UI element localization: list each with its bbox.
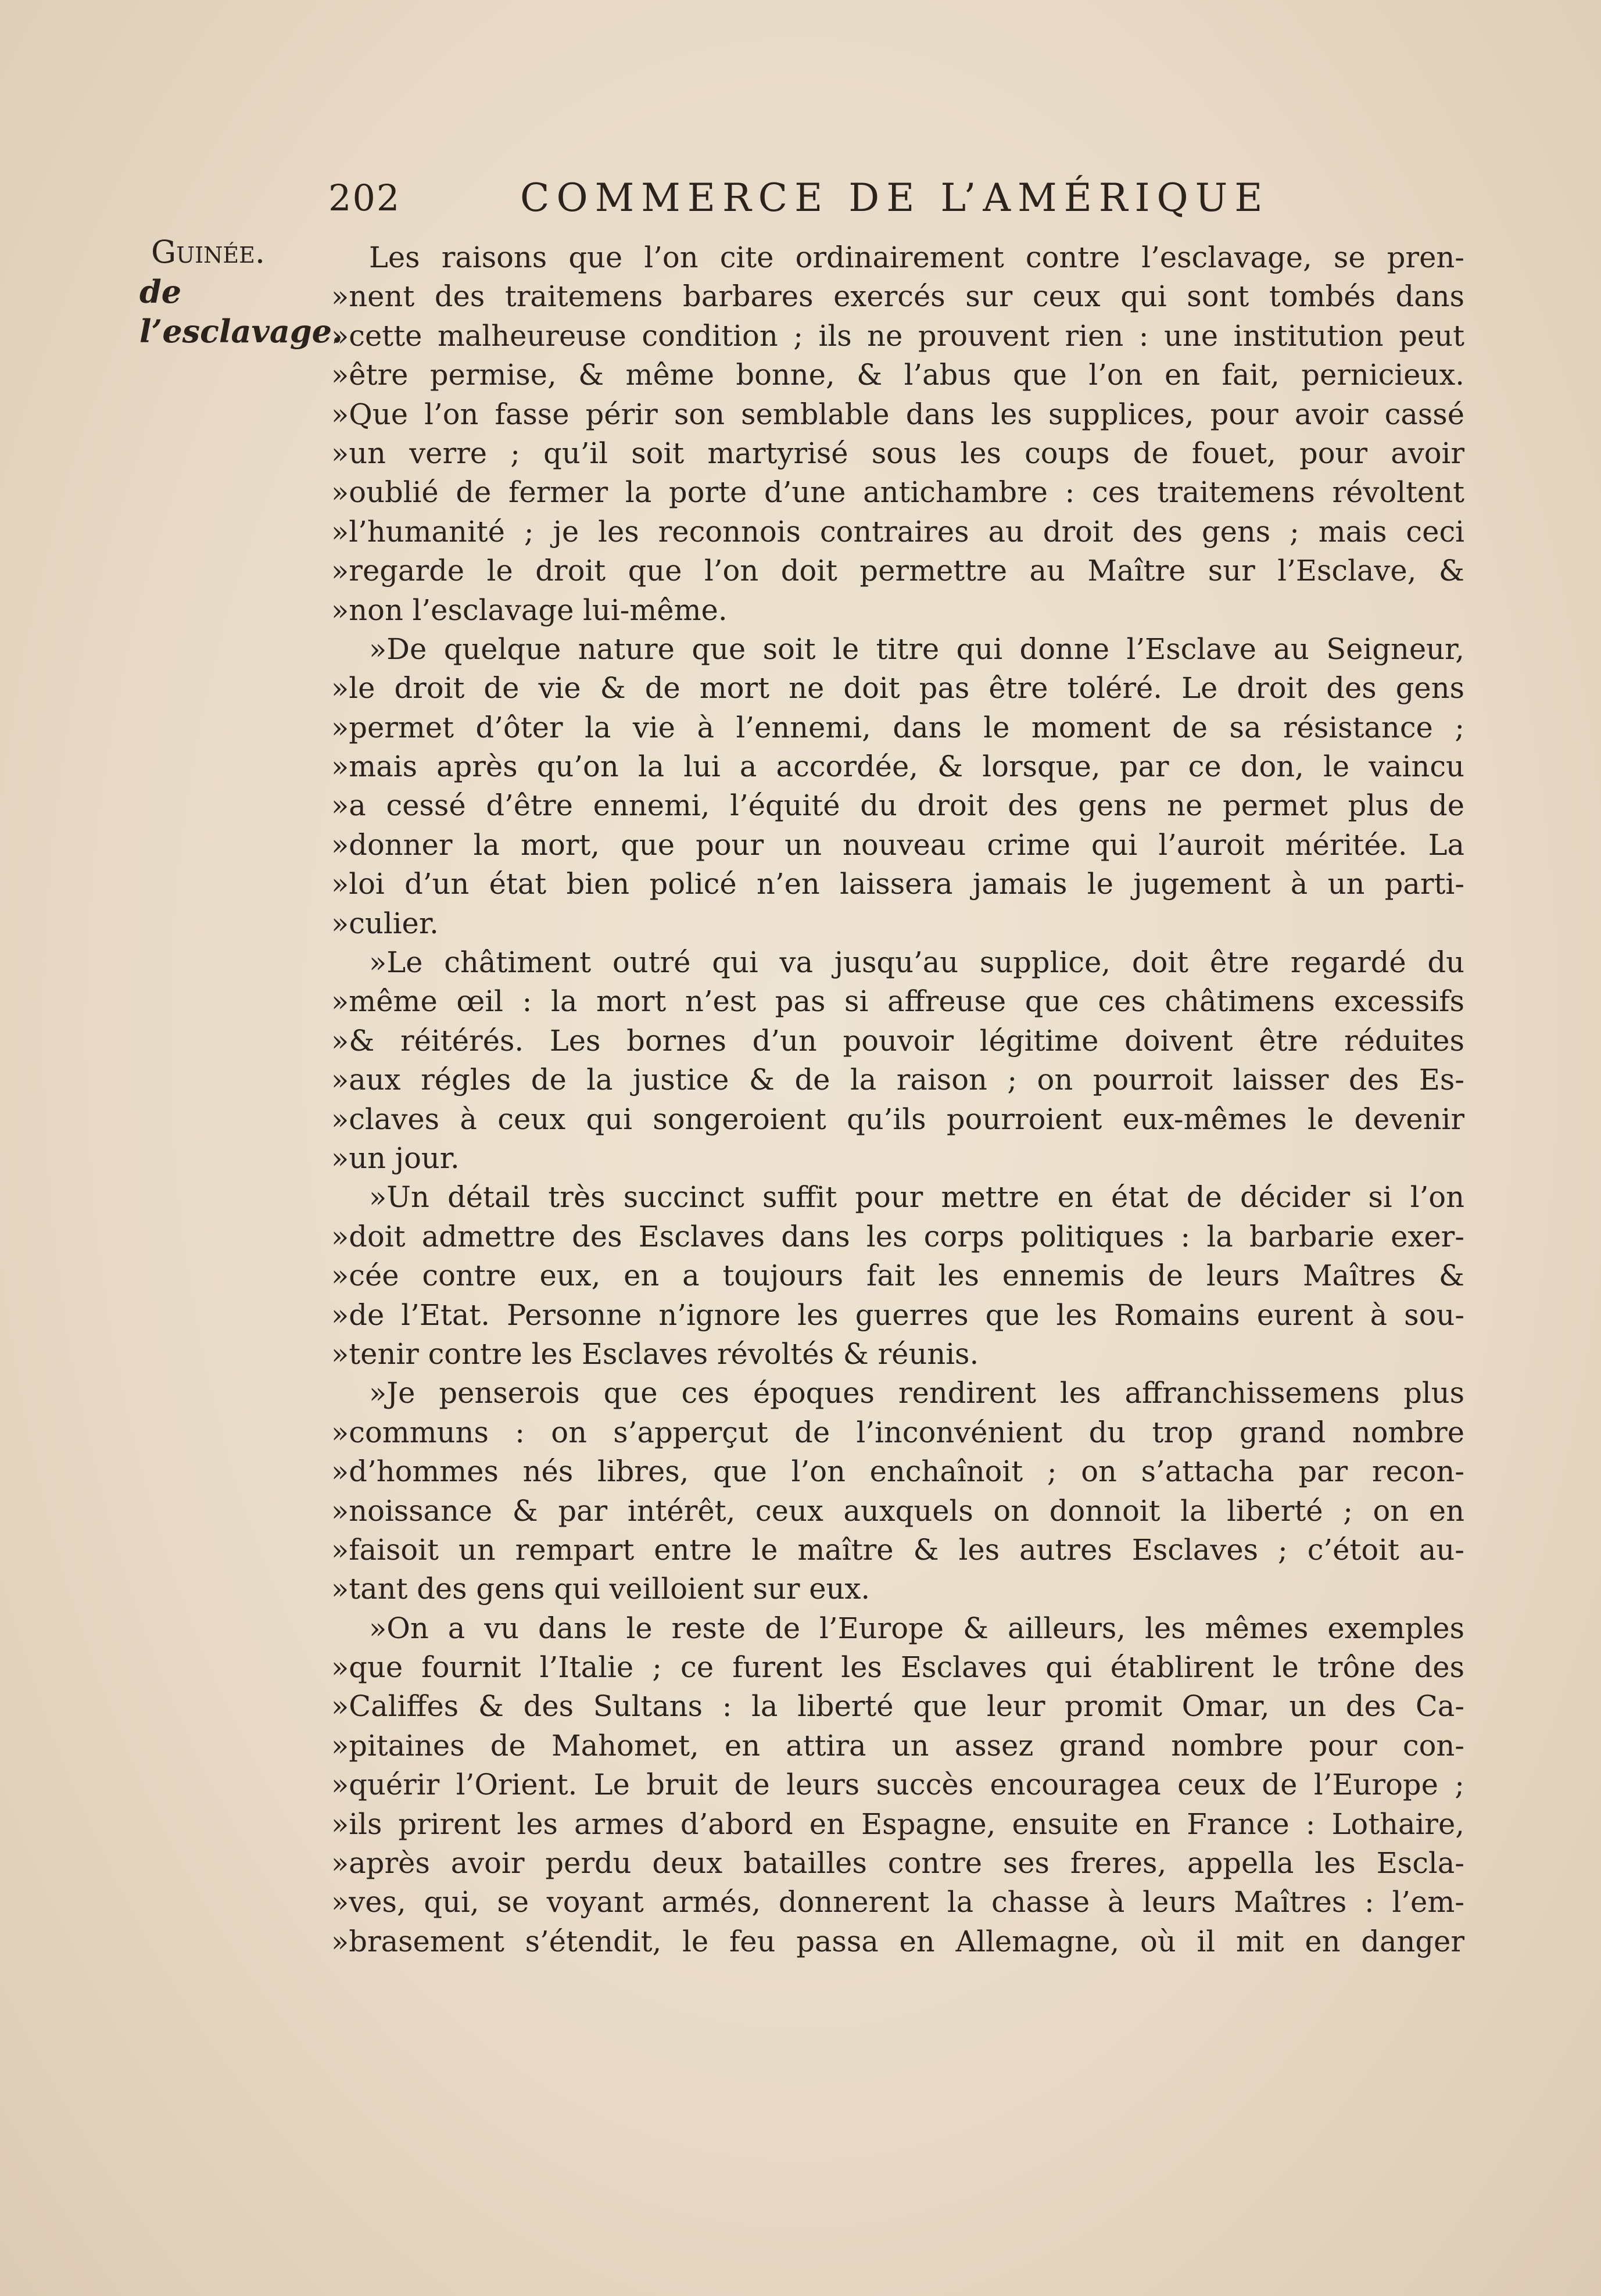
margin-note-region: Guinée. bbox=[151, 234, 266, 270]
text-line: »le droit de vie & de mort ne doit pas être toléré. Le droit des gens bbox=[331, 671, 1464, 705]
text-line: »être permise, & même bonne, & l’abus que l’on en fait, pernicieux. bbox=[331, 358, 1464, 392]
text-line: »Le châtiment outré qui va jusqu’au supplice, doit être regardé du bbox=[369, 945, 1464, 980]
text-line: »non l’esclavage lui-même. bbox=[331, 593, 728, 627]
page-header bbox=[328, 172, 1305, 224]
text-line: »mais après qu’on la lui a accordée, & lorsque, par ce don, le vaincu bbox=[331, 750, 1464, 784]
text-line: »& réitérés. Les bornes d’un pouvoir légitime doivent être réduites bbox=[331, 1023, 1464, 1058]
text-line: Les raisons que l’on cite ordinairement contre l’esclavage, se pren- bbox=[369, 241, 1464, 274]
text-line: »a cessé d’être ennemi, l’équité du droit des gens ne permet plus de bbox=[331, 789, 1464, 823]
text-line: »permet d’ôter la vie à l’ennemi, dans le moment de sa résistance ; bbox=[331, 710, 1464, 744]
text-line: »même œil : la mort n’est pas si affreuse que ces châtimens excessifs bbox=[331, 984, 1464, 1019]
text-line: »tenir contre les Esclaves révoltés & réunis. bbox=[331, 1337, 979, 1371]
text-line: »claves à ceux qui songeroient qu’ils pourroient eux-mêmes le devenir bbox=[331, 1102, 1464, 1136]
text-line: »Que l’on fasse périr son semblable dans les supplices, pour avoir cassé bbox=[331, 397, 1464, 431]
text-line: »d’hommes nés libres, que l’on enchaînoit ; on s’attacha par recon- bbox=[331, 1455, 1464, 1489]
text-line: »l’humanité ; je les reconnois contraires au droit des gens ; mais ceci bbox=[331, 514, 1464, 549]
text-line: »donner la mort, que pour un nouveau crime qui l’auroit méritée. La bbox=[331, 828, 1464, 862]
text-line: »ils prirent les armes d’abord en Espagne, ensuite en France : Lothaire, bbox=[331, 1807, 1464, 1841]
text-line: »noissance & par intérêt, ceux auxquels on donnoit la liberté ; on en bbox=[331, 1493, 1464, 1528]
text-line: »cette malheureuse condition ; ils ne prouvent rien : une institution peut bbox=[331, 318, 1464, 353]
text-line: »brasement s’étendit, le feu passa en Allemagne, où il mit en danger bbox=[331, 1924, 1464, 1958]
text-line: »Un détail très succinct suffit pour mettre en état de décider si l’on bbox=[369, 1180, 1464, 1215]
text-line: »faisoit un rempart entre le maître & les autres Esclaves ; c’étoit au- bbox=[331, 1532, 1464, 1567]
text-line: »oublié de fermer la porte d’une antichambre : ces traitemens révoltent bbox=[331, 475, 1464, 510]
margin-notes bbox=[139, 232, 343, 351]
text-line: »pitaines de Mahomet, en attira un assez grand nombre pour con- bbox=[331, 1728, 1464, 1763]
text-line: »nent des traitemens barbares exercés sur ceux qui sont tombés dans bbox=[331, 280, 1464, 314]
text-line: »que fournit l’Italie ; ce furent les Esclaves qui établirent le trône des bbox=[331, 1650, 1464, 1685]
running-title: COMMERCE DE L’AMÉRIQUE bbox=[520, 175, 1270, 220]
text-line: »On a vu dans le reste de l’Europe & ailleurs, les mêmes exemples bbox=[369, 1611, 1464, 1645]
text-line: »un jour. bbox=[331, 1141, 460, 1175]
text-line: »quérir l’Orient. Le bruit de leurs succès encouragea ceux de l’Europe ; bbox=[331, 1768, 1464, 1802]
text-line: »culier. bbox=[331, 906, 439, 940]
text-line: »doit admettre des Esclaves dans les corps politiques : la barbarie exer- bbox=[331, 1219, 1464, 1253]
text-line: »De quelque nature que soit le titre qui donne l’Esclave au Seigneur, bbox=[369, 632, 1464, 666]
text-line: »de l’Etat. Personne n’ignore les guerres que les Romains eurent à sou- bbox=[331, 1298, 1464, 1332]
text-line: »loi d’un état bien policé n’en laissera jamais le jugement à un parti- bbox=[331, 867, 1464, 901]
text-line: »Califfes & des Sultans : la liberté que leur promit Omar, un des Ca- bbox=[331, 1689, 1464, 1724]
text-line: »aux régles de la justice & de la raison ; on pourroit laisser des Es- bbox=[331, 1063, 1464, 1097]
text-line: »un verre ; qu’il soit martyrisé sous les coups de fouet, pour avoir bbox=[331, 436, 1464, 470]
margin-note-topic: de l’esclavage. bbox=[139, 273, 343, 350]
text-line: »cée contre eux, en a toujours fait les ennemis de leurs Maîtres & bbox=[331, 1259, 1464, 1293]
text-line: »après avoir perdu deux batailles contre ses freres, appella les Escla- bbox=[331, 1846, 1464, 1881]
text-line: »tant des gens qui veilloient sur eux. bbox=[331, 1572, 871, 1606]
page-number: 202 bbox=[328, 177, 401, 219]
text-line: »ves, qui, se voyant armés, donnerent la chasse à leurs Maîtres : l’em- bbox=[331, 1885, 1464, 1919]
body-text bbox=[331, 238, 1464, 1961]
text-line: »regarde le droit que l’on doit permettre au Maître sur l’Esclave, & bbox=[331, 554, 1464, 588]
text-line: »Je penserois que ces époques rendirent les affranchissemens plus bbox=[369, 1376, 1464, 1410]
text-line: »communs : on s’apperçut de l’inconvénient du trop grand nombre bbox=[331, 1415, 1464, 1449]
